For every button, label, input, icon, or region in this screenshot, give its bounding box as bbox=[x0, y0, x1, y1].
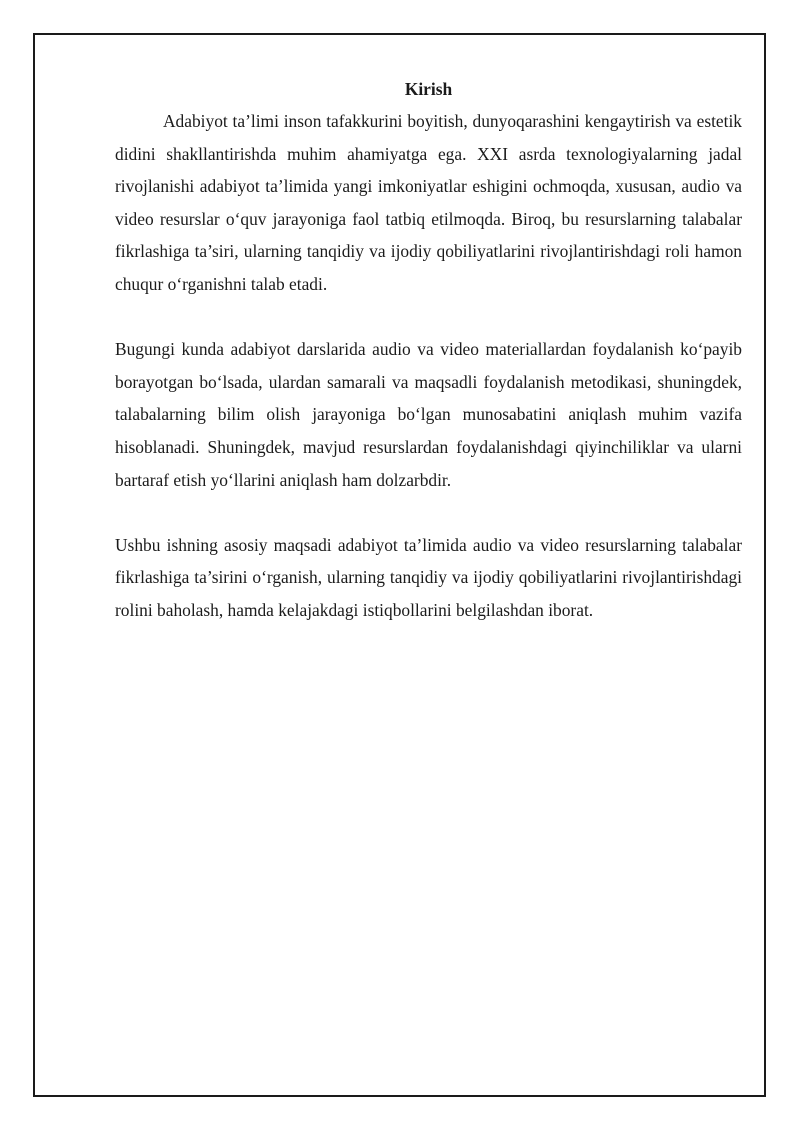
paragraph-spacer bbox=[115, 301, 742, 334]
paragraph-3: Ushbu ishning asosiy maqsadi adabiyot ta’limida audio va video resurslarning talabalar fikrlashiga ta’sirini o‘rganish, ularning tanqidiy va ijodiy qobiliyatlarini rivojlantirishdagi rolini baholash, hamda kelajakdagi istiqbollarini belgilashdan iborat. bbox=[115, 534, 742, 620]
paragraph-1: Adabiyot ta’limi inson tafakkurini boyitish, dunyoqarashini kengaytirish va estetik didini shakllantirishda muhim ahamiyatga ega. XXI asrda texnologiyalarning jadal rivojlanishi adabiyot ta’limida yangi imkoniyatlar eshigini ochmoqda, xususan, audio va video resurslar o‘quv jarayoniga faol tatbiq etilmoqda. Biroq, bu resurslarning talabalar fikrlashiga ta’siri, ularning tanqidiy va ijodiy qobiliyatlarini rivojlantirishdagi roli hamon chuqur o‘rganishni talab etadi. bbox=[115, 111, 742, 294]
document-body bbox=[115, 78, 742, 627]
section-title: Kirish bbox=[404, 79, 453, 99]
paragraph-2: Bugungi kunda adabiyot darslarida audio va video materiallardan foydalanish ko‘payib borayotgan bo‘lsada, ulardan samarali va maqsadli foydalanish metodikasi, shuningdek, talabalarning bilim olish jarayoniga bo‘lgan munosabatini aniqlash muhim vazifa hisoblanadi. Shuningdek, mavjud resurslardan foydalanishdagi qiyinchiliklar va ularni bartaraf etish yo‘llarini aniqlash ham dolzarbdir. bbox=[115, 339, 742, 490]
paragraph-spacer bbox=[115, 496, 742, 529]
